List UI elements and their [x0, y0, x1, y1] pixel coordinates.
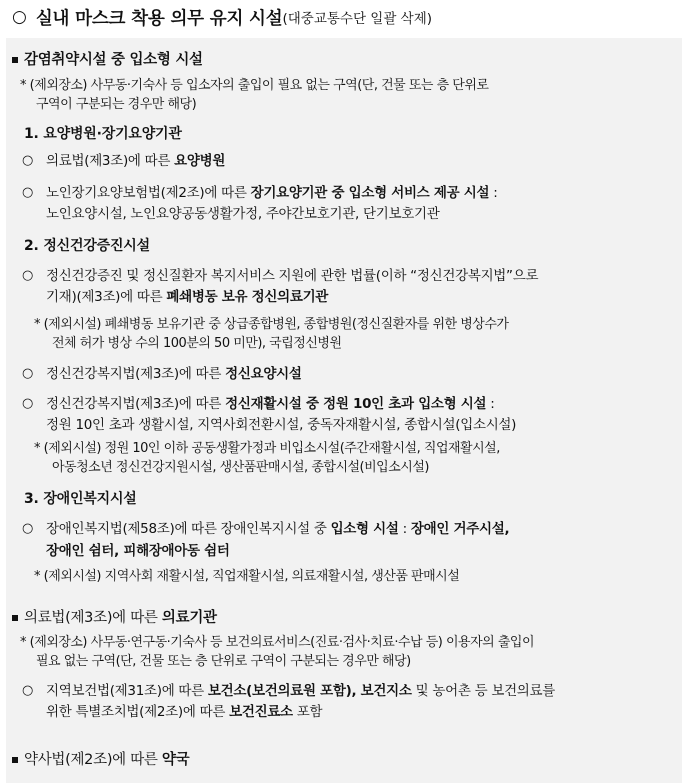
section3-heading: 약사법(제2조)에 따른 약국 — [24, 752, 190, 768]
sub2-item1-line2: 기재)(제3조)에 따른 폐쇄병동 보유 정신의료기관 — [46, 289, 329, 305]
section1-note-line1: * (제외장소) 사무동·기숙사 등 입소자의 출입이 필요 없는 구역(단, 건물 또는 층 단위로 — [20, 78, 489, 93]
sub2-item3-line1: 정신건강복지법(제3조)에 따른 정신재활시설 중 정원 10인 초과 입소형 시설 : — [46, 396, 495, 412]
section1-heading: 감염취약시설 중 입소형 시설 — [24, 52, 203, 68]
subsection3-heading: 3. 장애인복지시설 — [24, 491, 137, 507]
section2-item1-line2: 위한 특별조치법(제2조)에 따른 보건진료소 포함 — [46, 704, 323, 720]
circle-bullet-icon: ○ — [22, 366, 34, 381]
section2-note-line1: * (제외장소) 사무동·연구동·기숙사 등 보건의료서비스(진료·검사·치료·수납 등) 이용자의 출입이 — [20, 635, 535, 650]
sub3-note-line1: * (제외시설) 지역사회 재활시설, 직업재활시설, 의료재활시설, 생산품 판매시설 — [34, 569, 460, 584]
sub3-item1-line1: 장애인복지법(제58조)에 따른 장애인복지시설 중 입소형 시설 : 장애인 거주시설, — [46, 521, 510, 537]
square-bullet-icon — [12, 615, 18, 621]
subsection2-heading: 2. 정신건강증진시설 — [24, 238, 150, 254]
subsection1-heading: 1. 요양병원·장기요양기관 — [24, 126, 182, 142]
section2-item1-line1: 지역보건법(제31조)에 따른 보건소(보건의료원 포함), 보건지소 및 농어촌 등 보건의료를 — [46, 683, 556, 699]
content-box — [6, 38, 682, 783]
circle-bullet-icon: ○ — [22, 396, 34, 411]
sub1-item1: 의료법(제3조)에 따른 요양병원 — [46, 153, 226, 169]
sub2-item2: 정신건강복지법(제3조)에 따른 정신요양시설 — [46, 366, 302, 382]
sub3-item1-line2: 장애인 쉼터, 피해장애아동 쉼터 — [46, 543, 230, 559]
section2-note-line2: 필요 없는 구역(단, 건물 또는 층 단위로 구역이 구분되는 경우만 해당) — [36, 654, 411, 669]
circle-bullet-icon: ○ — [22, 683, 34, 698]
sub2-note2-line2: 아동청소년 정신건강지원시설, 생산품판매시설, 종합시설(비입소시설) — [52, 460, 429, 475]
title-subtitle: (대중교통수단 일괄 삭제) — [282, 11, 433, 27]
circle-bullet-icon: ○ — [22, 153, 34, 168]
circle-bullet-icon: ○ — [22, 521, 34, 536]
section2-heading: 의료법(제3조)에 따른 의료기관 — [24, 610, 217, 626]
sub1-item2-line1: 노인장기요양보험법(제2조)에 따른 장기요양기관 중 입소형 서비스 제공 시설 : — [46, 185, 498, 201]
square-bullet-icon — [12, 757, 18, 763]
sub1-item2-line2: 노인요양시설, 노인요양공동생활가정, 주야간보호기관, 단기보호기관 — [46, 206, 440, 222]
circle-bullet-icon: ○ — [22, 268, 34, 283]
sub2-item3-line2: 정원 10인 초과 생활시설, 지역사회전환시설, 중독자재활시설, 종합시설(입소시설) — [46, 417, 517, 433]
sub2-item1-line1: 정신건강증진 및 정신질환자 복지서비스 지원에 관한 법률(이하 “정신건강복지법”으로 — [46, 268, 539, 284]
sub2-note2-line1: * (제외시설) 정원 10인 이하 공동생활가정과 비입소시설(주간재활시설, 직업재활시설, — [34, 441, 500, 456]
square-bullet-icon — [12, 57, 18, 63]
section1-note-line2: 구역이 구분되는 경우만 해당) — [36, 97, 197, 112]
title-main: 실내 마스크 착용 의무 유지 시설 — [35, 8, 283, 29]
sub2-note1-line2: 전체 허가 병상 수의 100분의 50 미만), 국립정신병원 — [52, 336, 342, 351]
title-bullet-icon: ○ — [12, 7, 27, 27]
circle-bullet-icon: ○ — [22, 185, 34, 200]
document-title — [12, 4, 682, 30]
sub2-note1-line1: * (제외시설) 폐쇄병동 보유기관 중 상급종합병원, 종합병원(정신질환자를 위한 병상수가 — [34, 317, 509, 332]
